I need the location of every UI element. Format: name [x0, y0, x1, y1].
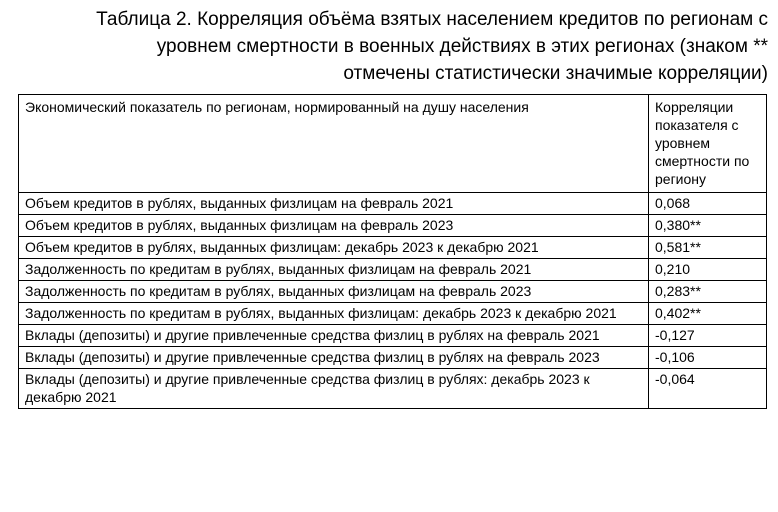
row-indicator: Объем кредитов в рублях, выданных физлицам на февраль 2021 [19, 193, 649, 215]
row-indicator: Вклады (депозиты) и другие привлеченные средства физлиц в рублях на февраль 2021 [19, 325, 649, 347]
caption-line-1: Таблица 2. Корреляция объёма взятых населением кредитов по регионам с [96, 9, 768, 30]
row-correlation-value: 0,402** [649, 303, 767, 325]
header-indicator: Экономический показатель по регионам, нормированный на душу населения [19, 95, 649, 193]
table-row [19, 369, 767, 409]
table-row [19, 237, 767, 259]
table-row [19, 347, 767, 369]
row-correlation-value: -0,064 [649, 369, 767, 409]
table-caption [8, 6, 768, 87]
table-row [19, 281, 767, 303]
row-indicator: Вклады (депозиты) и другие привлеченные средства физлиц в рублях на февраль 2023 [19, 347, 649, 369]
row-correlation-value: 0,068 [649, 193, 767, 215]
caption-line-3: отмечены статистически значимые корреляции) [343, 63, 768, 84]
row-correlation-value: 0,210 [649, 259, 767, 281]
row-indicator: Вклады (депозиты) и другие привлеченные средства физлиц в рублях: декабрь 2023 к декабрю 2021 [19, 369, 649, 409]
table-row [19, 303, 767, 325]
row-indicator: Задолженность по кредитам в рублях, выданных физлицам на февраль 2021 [19, 259, 649, 281]
row-indicator: Объем кредитов в рублях, выданных физлицам: декабрь 2023 к декабрю 2021 [19, 237, 649, 259]
header-correlation: Корреляции показателя с уровнем смертности по региону [649, 95, 767, 193]
row-correlation-value: 0,581** [649, 237, 767, 259]
table-header-row [19, 95, 767, 193]
table-row [19, 215, 767, 237]
table-row [19, 325, 767, 347]
table-row [19, 259, 767, 281]
row-correlation-value: -0,127 [649, 325, 767, 347]
correlation-table [18, 94, 767, 409]
table-row [19, 193, 767, 215]
row-indicator: Задолженность по кредитам в рублях, выданных физлицам на февраль 2023 [19, 281, 649, 303]
row-correlation-value: -0,106 [649, 347, 767, 369]
row-correlation-value: 0,380** [649, 215, 767, 237]
row-correlation-value: 0,283** [649, 281, 767, 303]
row-indicator: Объем кредитов в рублях, выданных физлицам на февраль 2023 [19, 215, 649, 237]
caption-line-2: уровнем смертности в военных действиях в этих регионах (знаком ** [156, 36, 768, 57]
row-indicator: Задолженность по кредитам в рублях, выданных физлицам: декабрь 2023 к декабрю 2021 [19, 303, 649, 325]
